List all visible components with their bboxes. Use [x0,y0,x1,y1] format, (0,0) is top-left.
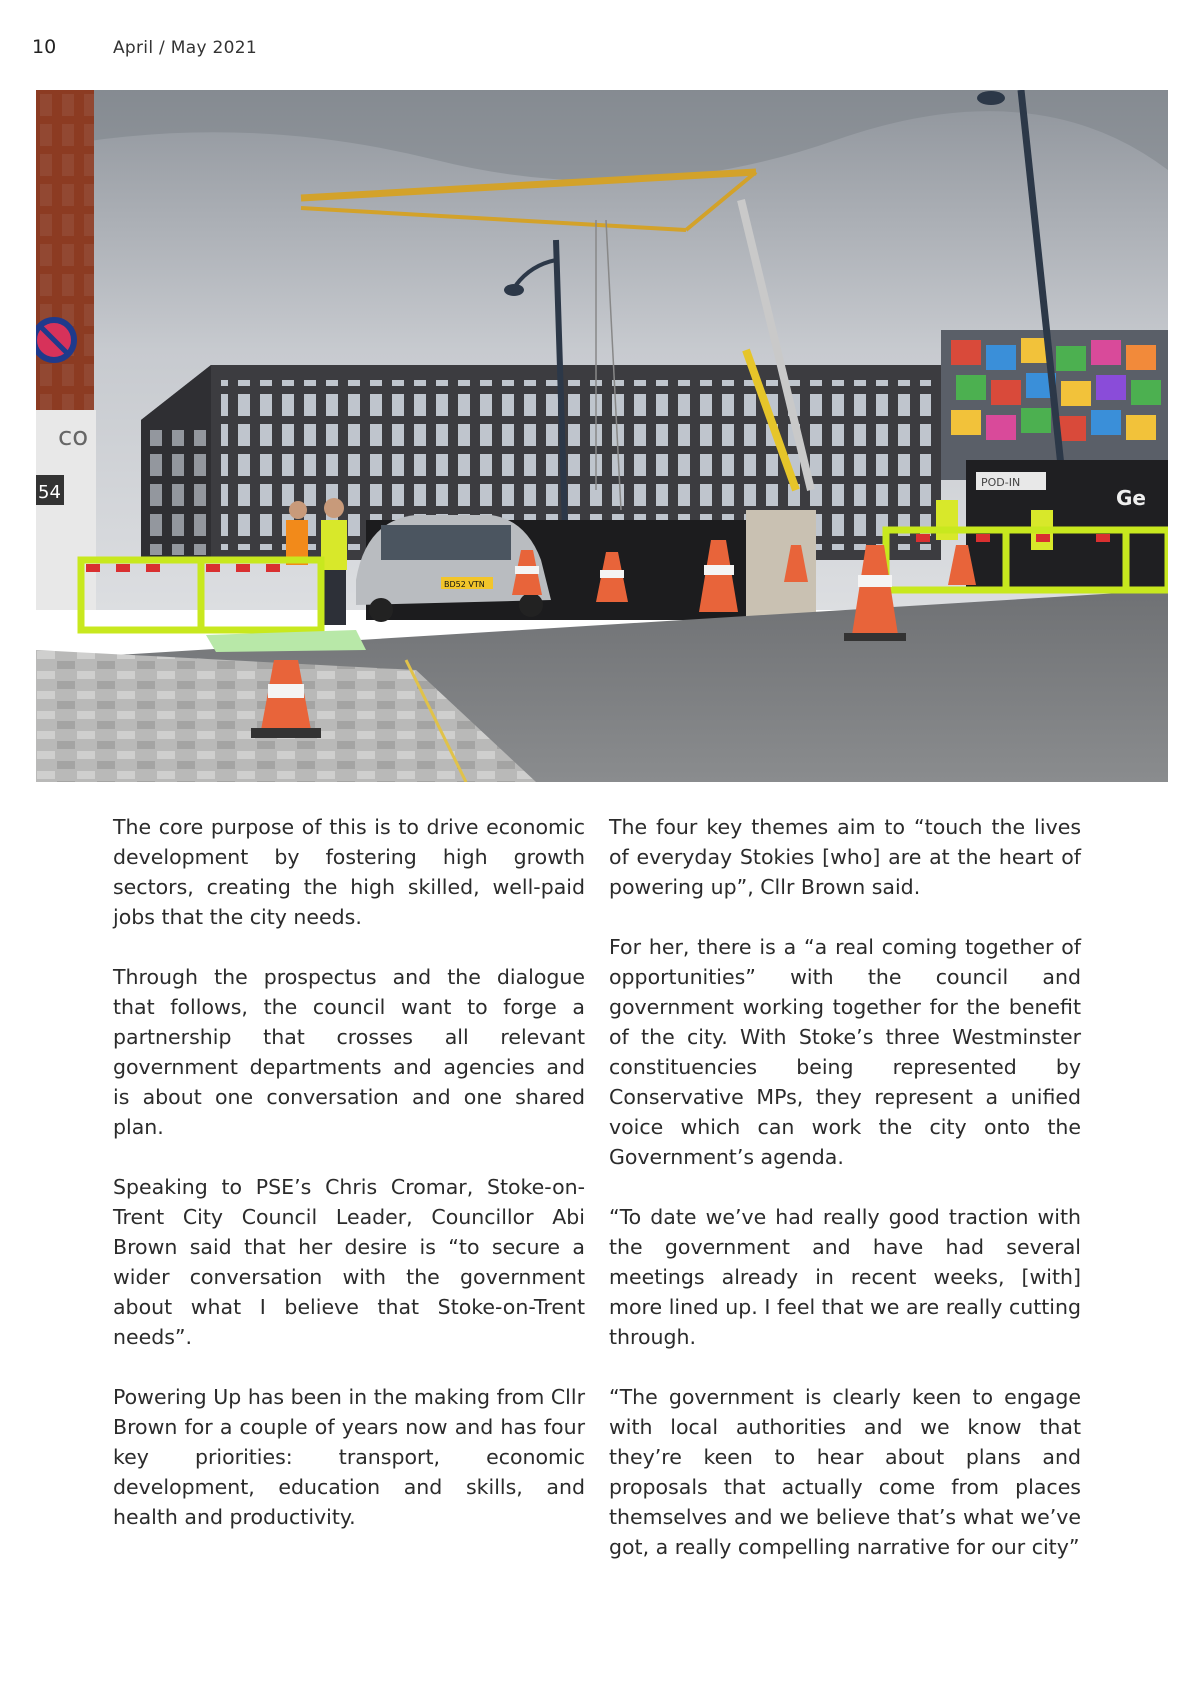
article-paragraph: The core purpose of this is to drive economic development by fostering high growth sectors, creating the high skilled, well-paid jobs that the city needs. [113,815,585,929]
shop-logo: co [58,422,89,452]
issue-date: April / May 2021 [113,38,258,58]
article-paragraph: Speaking to PSE’s Chris Cromar, Stoke-on-Trent City Council Leader, Councillor Abi Brown said that her desire is “to secure a wider conversation with the government about what I believe that Stoke-on-Trent needs”. [113,1175,585,1349]
article-paragraph: “The government is clearly keen to engage with local authorities and we know that they’re keen to hear about plans and proposals that actually come from places themselves and we believe that’s what we’ve got, a really compelling narrative for our city” [609,1385,1081,1559]
street-number: 54 [38,482,61,503]
article-paragraph: For her, there is a “a real coming together of opportunities” with the council and government working together for the benefit of the city. With Stoke’s three Westminster constituencies being represented by Conservative MPs, they represent a unified voice which can work the city onto the Government’s agenda. [609,935,1081,1169]
construction-site-photo [36,90,1168,782]
car-plate: BD52 VTN [444,580,485,589]
article-paragraph: “To date we’ve had really good traction with the government and have had several meetings already in recent weeks, [with] more lined up. I feel that we are really cutting through. [609,1205,1081,1349]
article-paragraph: Through the prospectus and the dialogue that follows, the council want to forge a partnership that crosses all relevant government departments and agencies and is about one conversation and one shared plan. [113,965,585,1139]
hoarding-brand-right: Ge [1116,486,1146,510]
page-number: 10 [32,36,57,58]
article-paragraph: The four key themes aim to “touch the lives of everyday Stokies [who] are at the heart of powering up”, Cllr Brown said. [609,815,1081,899]
article-paragraph: Powering Up has been in the making from Cllr Brown for a couple of years now and has four key priorities: transport, economic development, education and skills, and health and productivity. [113,1385,585,1529]
article-left-column [113,812,585,1562]
site-board: POD-IN [981,476,1021,489]
article-right-column [609,812,1081,1592]
